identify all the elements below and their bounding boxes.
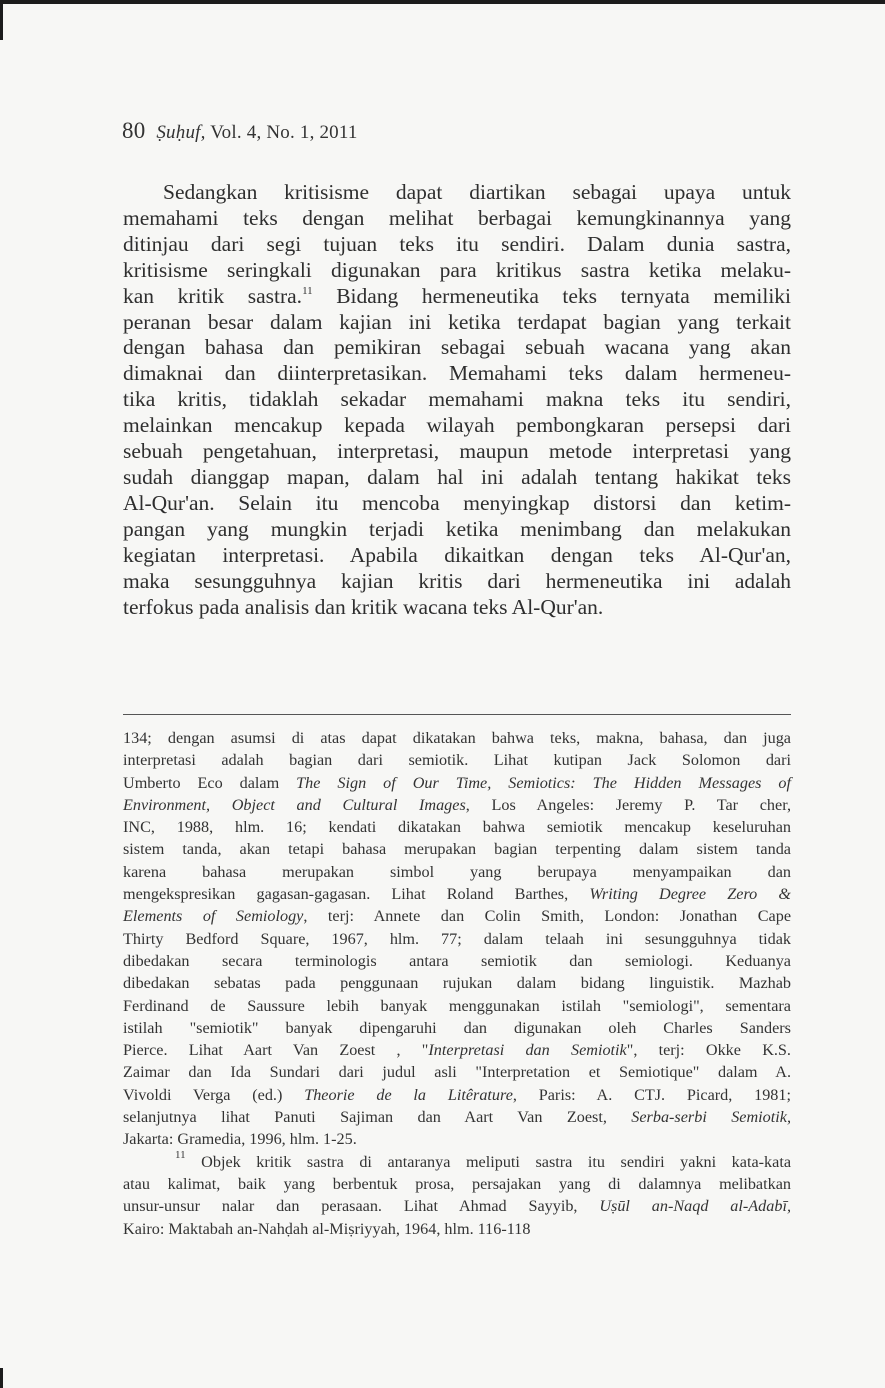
body-text-segment: Bidang hermeneutika teks ternyata memiliki	[312, 283, 792, 308]
body-line: maka sesungguhnya kajian kritis dari hermeneutika ini adalah	[123, 568, 791, 593]
body-line: kritisisme seringkali digunakan para kritikus sastra ketika melaku-	[123, 257, 791, 282]
footnote-title: Serba-serbi Semiotik,	[631, 1108, 792, 1127]
scan-border-bottom	[0, 1368, 3, 1388]
body-line: peranan besar dalam kajian ini ketika terdapat bagian yang terkait	[123, 309, 791, 334]
body-line: Al-Qur'an. Selain itu mencoba menyingkap distorsi dan ketim-	[123, 490, 791, 515]
footnote-title: Interpretasi dan Semiotik	[428, 1041, 627, 1060]
running-head	[122, 118, 358, 144]
footnote-line: karena bahasa merupakan simbol yang berupaya menyampaikan dan	[123, 862, 791, 881]
footnote-line	[123, 772, 791, 794]
body-line: dengan bahasa dan pemikiran sebagai sebuah wacana yang akan	[123, 335, 791, 360]
footnotes	[123, 727, 791, 1240]
body-line: sudah dianggap mapan, dalam hal ini adalah tentang hakikat teks	[123, 464, 791, 489]
body-line: Sedangkan kritisisme dapat diartikan sebagai upaya untuk	[163, 180, 791, 204]
footnote-title: Uṣūl an-Naqd al-Adabī,	[599, 1197, 791, 1216]
footnote-number: 11	[175, 1148, 186, 1161]
page-number: 80	[122, 118, 146, 143]
footnote-line	[123, 1148, 791, 1173]
footnote-line: Thirty Bedford Square, 1967, hlm. 77; dalam telaah ini sesungguhnya tidak	[123, 929, 791, 948]
footnote-title: Environment, Object and Cultural Images	[123, 795, 466, 814]
footnote-text: ", terj: Okke K.S.	[626, 1041, 791, 1060]
footnote-text: selanjutnya lihat Panuti Sajiman dan Aart Van Zoest,	[123, 1108, 632, 1127]
footnote-line: Jakarta: Gramedia, 1996, hlm. 1-25.	[123, 1130, 357, 1149]
footnote-line: atau kalimat, baik yang berbentuk prosa, persajakan yang di dalamnya melibatkan	[123, 1174, 791, 1193]
footnote-text: Umberto Eco dalam	[123, 773, 297, 792]
footnote-text: mengekspresikan gagasan-gagasan. Lihat Roland Barthes,	[123, 885, 590, 904]
footnote-text: Vivoldi Verga (ed.)	[123, 1085, 305, 1104]
footnote-line	[123, 1084, 791, 1106]
footnote-line: INC, 1988, hlm. 16; kendati dikatakan bahwa semiotik mencakup keseluruhan	[123, 818, 791, 837]
body-line: kegiatan interpretasi. Apabila dikaitkan dengan teks Al-Qur'an,	[123, 542, 791, 567]
body-line: melainkan mencakup kepada wilayah pembongkaran persepsi dari	[123, 413, 791, 438]
footnote-11	[123, 1148, 791, 1240]
footnote-line: Ferdinand de Saussure lebih banyak menggunakan istilah "semiologi", sementara	[123, 996, 791, 1015]
footnote-title: Writing Degree Zero &	[589, 885, 791, 904]
footnote-text: , terj: Annete dan Colin Smith, London: Jonathan Cape	[303, 907, 792, 926]
scan-border-left	[0, 0, 3, 40]
scan-border-top	[0, 0, 885, 4]
footnote-line: sistem tanda, akan tetapi bahasa merupakan bagian terpenting dalam sistem tanda	[123, 840, 791, 859]
footnote-line: istilah "semiotik" banyak dipengaruhi dan digunakan oleh Charles Sanders	[123, 1018, 791, 1037]
footnote-text: Objek kritik sastra di antaranya meliputi sastra itu sendiri yakni kata-kata	[185, 1152, 791, 1171]
footnote-line: 134; dengan asumsi di atas dapat dikatakan bahwa teks, makna, bahasa, dan juga	[123, 729, 791, 747]
journal-name: Ṣuḥuf,	[156, 122, 206, 143]
footnote-line	[123, 883, 791, 905]
footnote-134-continued	[123, 727, 791, 1151]
footnote-text: , Los Angeles: Jeremy P. Tar cher,	[465, 795, 791, 814]
footnote-line: Zaimar dan Ida Sundari dari judul asli "Interpretation et Semiotique" dalam A.	[123, 1063, 791, 1082]
footnote-divider	[123, 714, 791, 715]
footnote-text: Pierce. Lihat Aart Van Zoest , "	[123, 1041, 429, 1060]
body-line: pangan yang mungkin terjadi ketika menimbang dan melakukan	[123, 516, 791, 541]
footnote-text: unsur-unsur nalar dan perasaan. Lihat Ahmad Sayyib,	[123, 1197, 600, 1216]
footnote-line: Kairo: Maktabah an-Nahḍah al-Miṣriyyah, 1964, hlm. 116-118	[123, 1219, 531, 1238]
volume-issue: Vol. 4, No. 1, 2011	[210, 122, 358, 143]
footnote-line	[123, 1106, 791, 1128]
footnote-reference: 11	[302, 284, 313, 297]
footnote-line: dibedakan secara terminologis antara semiotik dan semiologi. Keduanya	[123, 951, 791, 970]
footnote-title: Elements of Semiology	[123, 907, 304, 926]
body-line: tika kritis, tidaklah sekadar memahami makna teks itu sendiri,	[123, 387, 791, 412]
body-paragraph	[123, 180, 791, 620]
footnote-line: interpretasi adalah bagian dari semiotik. Lihat kutipan Jack Solomon dari	[123, 751, 791, 770]
footnote-title: The Sign of Our Time, Semiotics: The Hidden Messages of	[296, 773, 791, 792]
body-line	[123, 284, 791, 310]
body-line: ditinjau dari segi tujuan teks itu sendiri. Dalam dunia sastra,	[123, 231, 791, 256]
footnote-line	[123, 905, 791, 927]
body-line: memahami teks dengan melihat berbagai kemungkinannya yang	[123, 205, 791, 230]
body-line: dimaknai dan diinterpretasikan. Memahami teks dalam hermeneu-	[123, 361, 791, 386]
body-text-segment: kan kritik sastra.	[123, 283, 303, 308]
footnote-line	[123, 1039, 791, 1061]
footnote-title: Theorie de la Litêrature	[304, 1085, 513, 1104]
footnote-line	[123, 794, 791, 816]
footnote-line	[123, 1195, 791, 1217]
body-line: sebuah pengetahuan, interpretasi, maupun metode interpretasi yang	[123, 439, 791, 464]
footnote-line: dibedakan sebatas pada penggunaan rujukan dalam bidang linguistik. Mazhab	[123, 974, 791, 993]
footnote-text: , Paris: A. CTJ. Picard, 1981;	[512, 1085, 791, 1104]
body-line: terfokus pada analisis dan kritik wacana teks Al-Qur'an.	[123, 594, 604, 619]
